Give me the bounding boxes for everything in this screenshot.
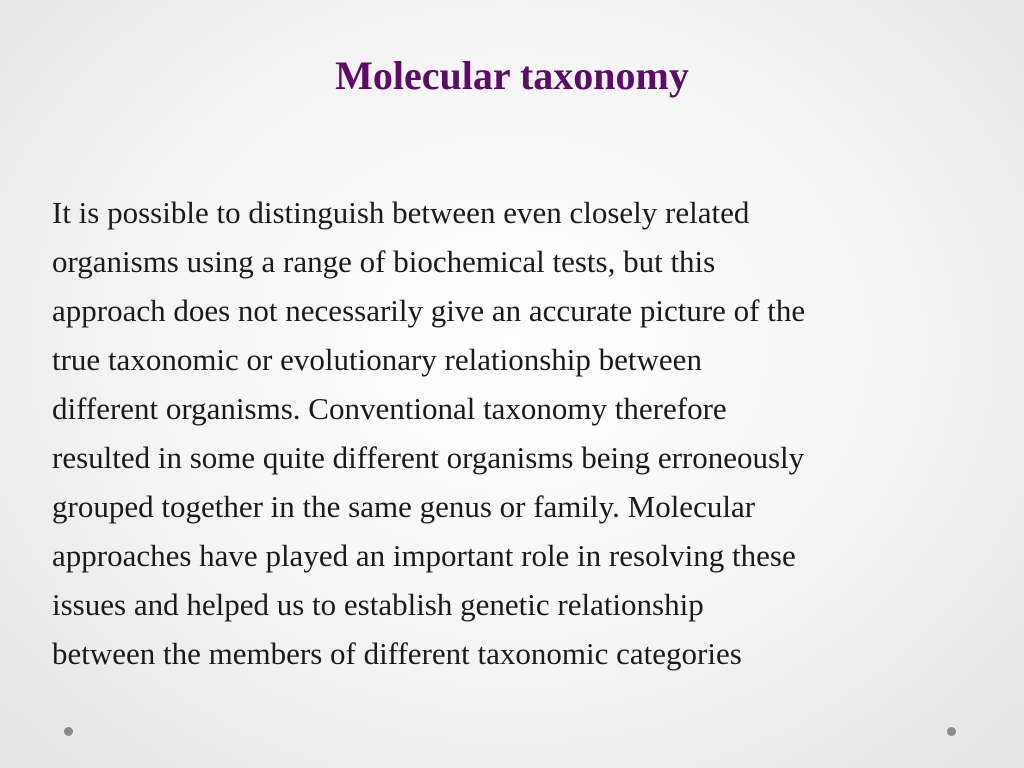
body-line: resulted in some quite different organisms being erroneously <box>52 440 805 475</box>
body-line: different organisms. Conventional taxonomy therefore <box>52 391 727 426</box>
body-line: approaches have played an important role in resolving these <box>52 538 796 573</box>
body-line: organisms using a range of biochemical tests, but this <box>52 244 716 279</box>
body-line: between the members of different taxonomic categories <box>52 636 742 671</box>
decorative-dot-left <box>64 727 73 736</box>
body-line: It is possible to distinguish between even closely related <box>52 195 750 230</box>
decorative-dot-right <box>947 727 956 736</box>
body-line: grouped together in the same genus or family. Molecular <box>52 489 756 524</box>
slide-body-text <box>52 188 992 678</box>
body-line: issues and helped us to establish genetic relationship <box>52 587 704 622</box>
body-line: true taxonomic or evolutionary relationship between <box>52 342 702 377</box>
slide-title: Molecular taxonomy <box>335 53 689 98</box>
body-line: approach does not necessarily give an accurate picture of the <box>52 293 806 328</box>
